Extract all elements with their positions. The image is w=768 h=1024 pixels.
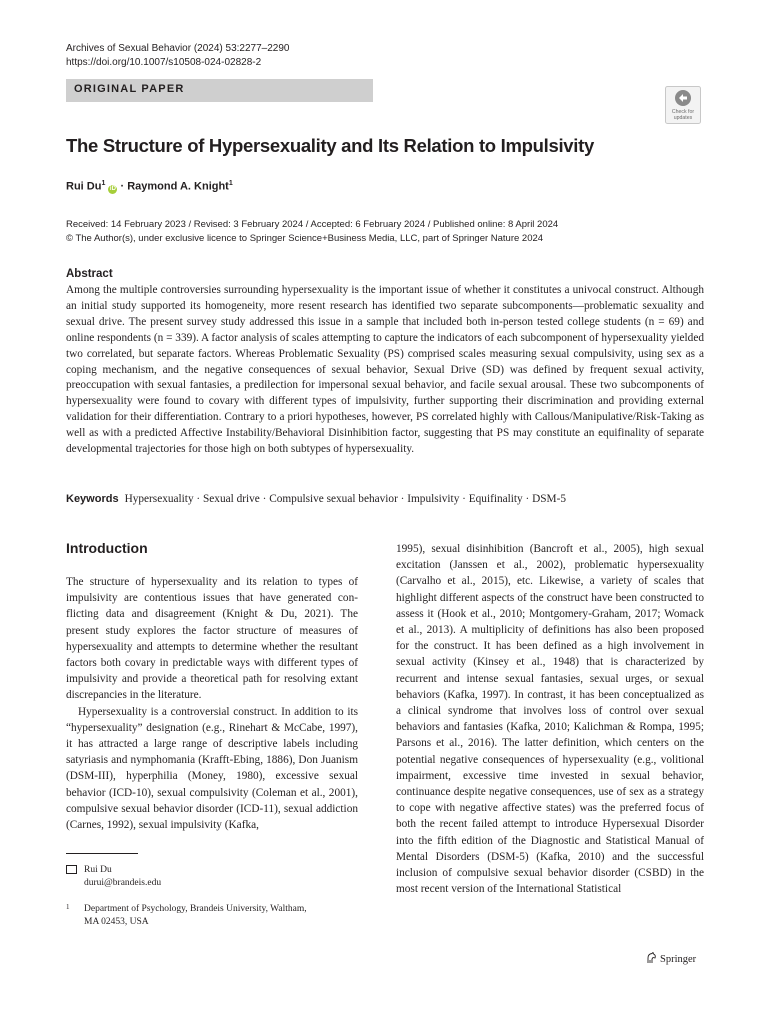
check-for-updates-icon	[665, 86, 701, 124]
paragraph: Hypersexuality is a controversial construct. In addition to its “hypersexuality” designation (e.g., Rinehart & McCabe, 1997), it has attracted a large range of descriptive labels including satyriasis and nymphomania (Krafft-Ebing, 1886), Don Juanism (DSM-III), hyperphilia (Money, 1980), excessive sexual behavior (ICD-10), sexual compulsivity (Coleman et al., 2001), compulsive sexual behavior disorder (ICD-11), sexual addiction (Carnes, 1992), sexual impulsivity (Kafka,	[66, 705, 358, 832]
affiliation-sup: 1	[101, 180, 106, 187]
check-line2: updates	[673, 115, 693, 121]
publisher-logo	[646, 952, 696, 965]
article-title: The Structure of Hypersexuality and Its Relation to Impulsivity	[66, 135, 594, 156]
springer-horse-icon	[646, 952, 657, 964]
left-column	[66, 574, 358, 833]
dates-line: Received: 14 February 2023 / Revised: 3 February 2024 / Accepted: 6 February 2024 / Published online: 8 April 2024	[66, 219, 559, 230]
keywords-label: Keywords	[66, 493, 119, 505]
corresponding-name: Rui Du	[84, 865, 112, 875]
author-name[interactable]: Raymond A. Knight	[127, 180, 229, 193]
author-list	[66, 180, 233, 194]
check-for-updates-button[interactable]	[665, 86, 701, 124]
envelope-icon	[66, 865, 77, 874]
copyright-line: © The Author(s), under exclusive licence to Springer Science+Business Media, LLC, part of Springer Nature 2024	[66, 233, 544, 244]
publication-history	[66, 218, 558, 246]
affiliation	[66, 903, 307, 929]
author-name[interactable]: Rui Du	[66, 180, 102, 193]
publisher-name: Springer	[660, 954, 697, 965]
keywords-text: Hypersexuality · Sexual drive · Compulsive sexual behavior · Impulsivity · Equifinality · DSM-5	[124, 493, 567, 505]
right-column	[396, 541, 704, 897]
section-heading: Introduction	[66, 540, 148, 556]
check-line1: Check for	[671, 109, 695, 115]
keywords	[66, 493, 706, 505]
affiliation-line: Department of Psychology, Brandeis University, Waltham,	[84, 904, 307, 914]
doi-link[interactable]: https://doi.org/10.1007/s10508-024-02828-2	[66, 57, 262, 68]
paragraph: 1995), sexual disinhibition (Bancroft et al., 2005), high sexual excitation (Janssen et al., 2002), problematic hypersexuality (Carvalho et al., 2015), etc. Likewise, a variety of scales that highlight different aspects of the construct have been constructed to assess it (Hook et al., 2010; Montgomery-Graham, 2017; Womack et al., 2013). A multiplicity of definitions has also been proposed for the construct. It has been defined as a high involvement in sexual activity (Kinsey et al., 1948) that is characterized by recurrent and intense sexual fantasies, sexual urges, or sexual behaviors (Kafka, 1997). In contrast, it has been conceptualized as a clinical syndrome that involves loss of control over sexual behaviors and fantasies (Kafka, 2010; Kalichman & Rompa, 1995; Parsons et al., 2016). The latter definition, which centers on the potential negative consequences of hypersexuality (e.g., volitional impairment, excessive time invested in sexual behavior, continuance despite negative consequences, use of sex as a strategy to cope with negative affective states) was the preferred focus of both the recent failed attempt to introduce Hypersexual Disorder into the fifth edition of the Diagnostic and Statistical Manual of Mental Disorders (DSM-5) (Kafka, 2010) and the successful inclusion of compulsive sexual behavior disorder (CSBD) in the most recent version of the International Statistical	[396, 543, 704, 896]
author-separator: ·	[117, 180, 128, 193]
email-link[interactable]: durui@brandeis.edu	[84, 878, 162, 888]
article-type-label: ORIGINAL PAPER	[74, 83, 185, 95]
corresponding-author	[66, 864, 161, 890]
journal-citation	[66, 42, 289, 70]
orcid-icon[interactable]: iD	[109, 185, 116, 192]
article-type-badge	[66, 79, 373, 102]
paragraph: The structure of hypersexuality and its relation to types of impulsivity are contentious issues that have generated conflicting data and disagreement (Knight & Du, 2021). The present study explores the factor structure of measures of hypersexuality and attempts to determine whether the resultant factors both covary in predictable ways with different types of impulsivity and provide a theoretical path for resolving extant discrepancies in the literature.	[66, 576, 358, 702]
affiliation-sup: 1	[228, 180, 233, 187]
abstract-heading: Abstract	[66, 268, 113, 280]
affiliation-number: 1	[66, 903, 70, 911]
abstract-text: Among the multiple controversies surrounding hypersexuality is the important issue of whether it constitutes a univocal construct. Although an initial study supported its homogeneity, more resent research has identified two separate subcomponents—problematic sexuality and sexual drive. The present survey study addressed this issue in a sample that included both in-person tested college students (n = 69) and online respondents (n = 339). A factor analysis of scales attempting to capture the indicators of each subcomponent of hypersexuality yielded two correlated, but separate factors. Whereas Problematic Sexuality (PS) comprised scales measuring sexual compulsivity, using sex as a coping mechanism, and the negative consequences of sexual behavior, Sexual Drive (SD) was defined by frequent sexual activity, preoccupation with sexual fantasies, a predilection for impersonal sexual behavior, and facile sexual arousal. These two subcomponents of hypersexuality were found to covary with different types of impulsivity, further supporting their discrimination and providing external validation for their differentiation. Contrary to a priori hypotheses, however, PS correlated highly with Callous/Manipulative/Risk-Taking as well as with a predicted Affective Instability/Behavioral Disinhibition factor, suggesting that PS may constitute an equifinality of separate developmental trajectories for those high on both subtypes of hypersexuality.	[66, 284, 704, 456]
journal-line: Archives of Sexual Behavior (2024) 53:2277–2290	[66, 43, 290, 54]
footnote-divider	[66, 853, 138, 854]
affiliation-line: MA 02453, USA	[84, 917, 149, 927]
